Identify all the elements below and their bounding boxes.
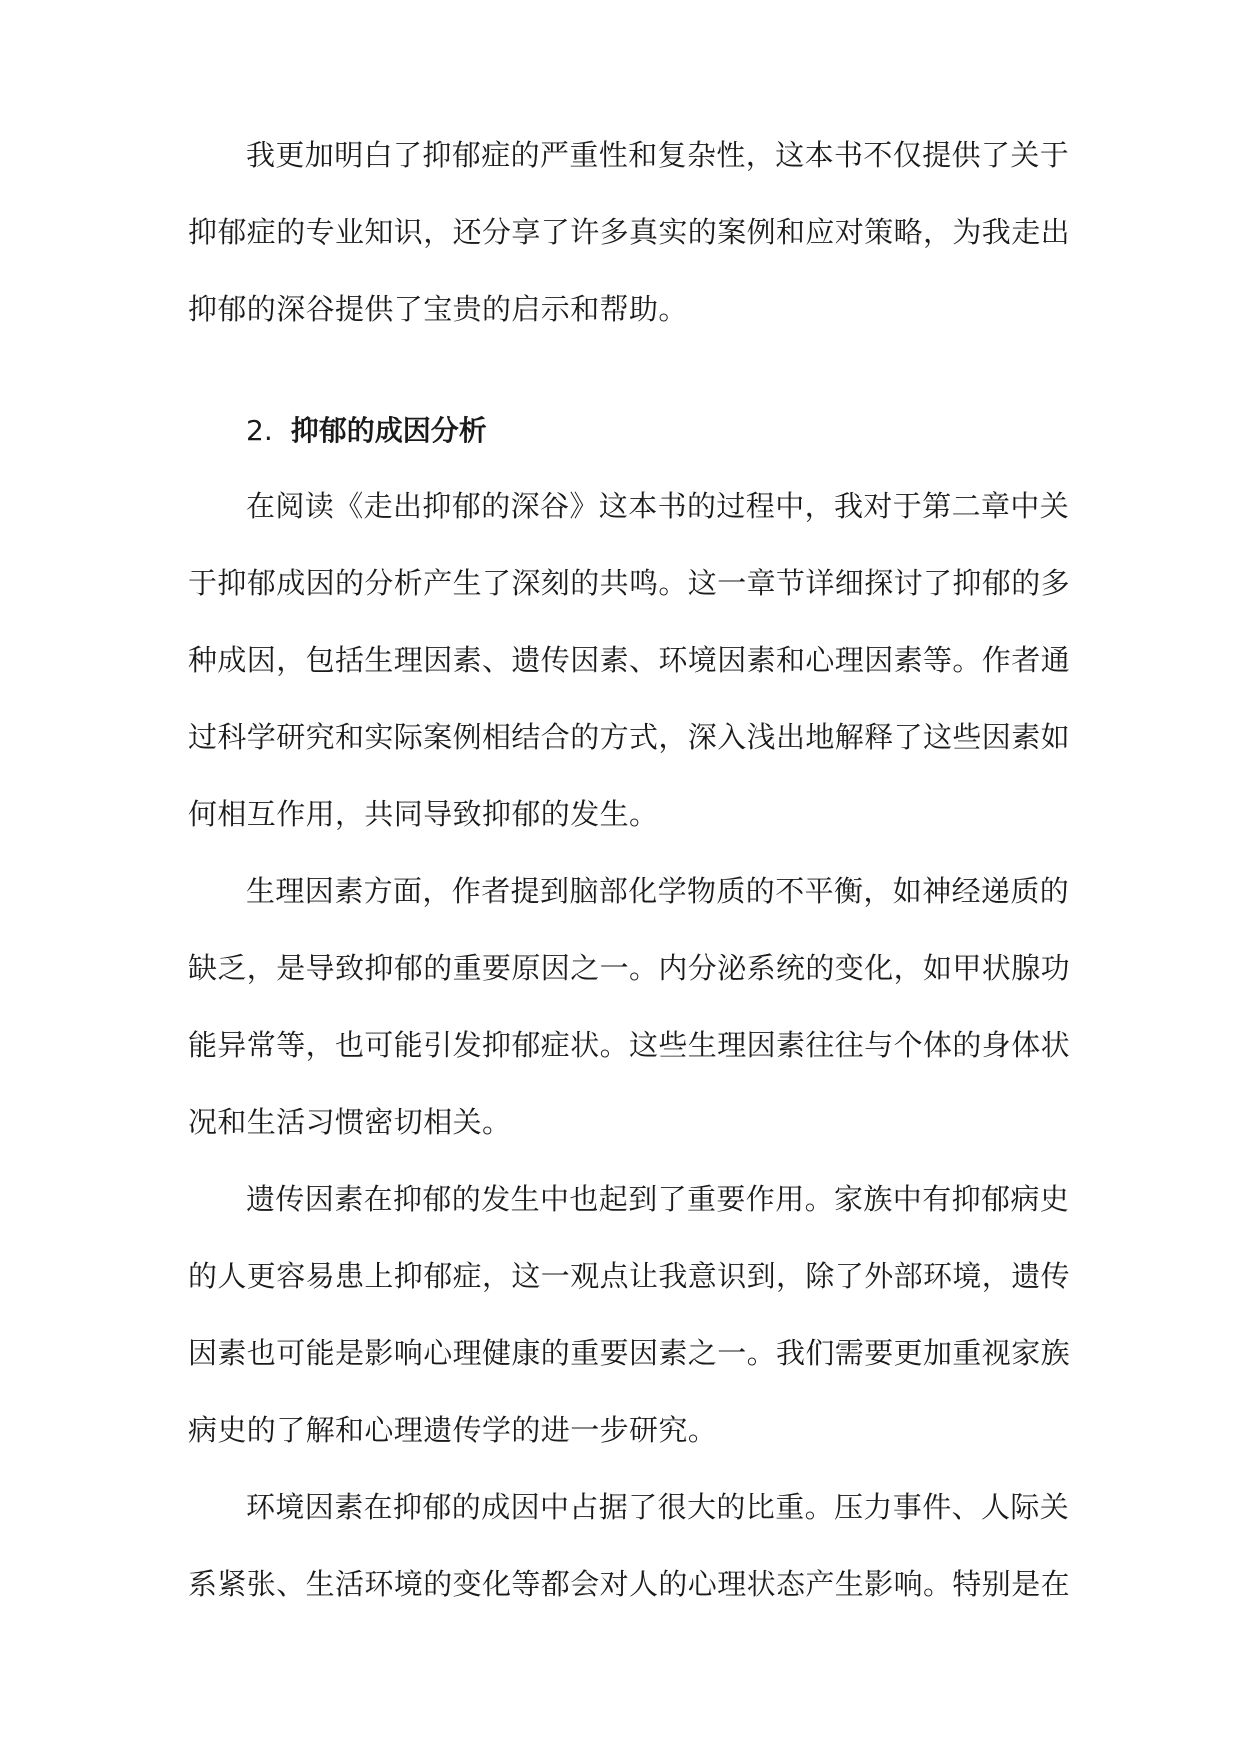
- paragraph-line: 的人更容易患上抑郁症，这一观点让我意识到，除了外部环境，遗传: [188, 1259, 1071, 1293]
- paragraph-line: 因素也可能是影响心理健康的重要因素之一。我们需要更加重视家族: [188, 1336, 1071, 1370]
- paragraph-line: 我更加明白了抑郁症的严重性和复杂性，这本书不仅提供了关于: [246, 138, 1070, 172]
- section-title: 抑郁的成因分析: [290, 414, 487, 447]
- paragraph-genetic-factors: [188, 1161, 1071, 1469]
- paragraph-line: 环境因素在抑郁的成因中占据了很大的比重。压力事件、人际关: [246, 1490, 1070, 1524]
- paragraph-line: 系紧张、生活环境的变化等都会对人的心理状态产生影响。特别是在: [188, 1567, 1071, 1601]
- section-heading: [246, 401, 487, 461]
- paragraph-line: 于抑郁成因的分析产生了深刻的共鸣。这一章节详细探讨了抑郁的多: [188, 566, 1071, 600]
- paragraph-line: 况和生活习惯密切相关。: [188, 1105, 512, 1139]
- paragraph-environmental-factors: [188, 1469, 1071, 1623]
- paragraph-line: 抑郁症的专业知识，还分享了许多真实的案例和应对策略，为我走出: [188, 215, 1071, 249]
- paragraph-line: 过科学研究和实际案例相结合的方式，深入浅出地解释了这些因素如: [188, 720, 1071, 754]
- paragraph-physiological-factors: [188, 853, 1071, 1161]
- paragraph-line: 能异常等，也可能引发抑郁症状。这些生理因素往往与个体的身体状: [188, 1028, 1071, 1062]
- paragraph-line: 种成因，包括生理因素、遗传因素、环境因素和心理因素等。作者通: [188, 643, 1071, 677]
- paragraph-line: 生理因素方面，作者提到脑部化学物质的不平衡，如神经递质的: [246, 874, 1070, 908]
- paragraph-line: 何相互作用，共同导致抑郁的发生。: [188, 797, 659, 831]
- paragraph-line: 在阅读《走出抑郁的深谷》这本书的过程中，我对于第二章中关: [246, 489, 1070, 523]
- paragraph-line: 遗传因素在抑郁的发生中也起到了重要作用。家族中有抑郁病史: [246, 1182, 1070, 1216]
- section-number: 2.: [246, 414, 273, 447]
- paragraph-causes-overview: [188, 468, 1071, 853]
- intro-paragraph: [188, 117, 1071, 348]
- paragraph-line: 抑郁的深谷提供了宝贵的启示和帮助。: [188, 292, 688, 326]
- paragraph-line: 缺乏，是导致抑郁的重要原因之一。内分泌系统的变化，如甲状腺功: [188, 951, 1071, 985]
- paragraph-line: 病史的了解和心理遗传学的进一步研究。: [188, 1413, 718, 1447]
